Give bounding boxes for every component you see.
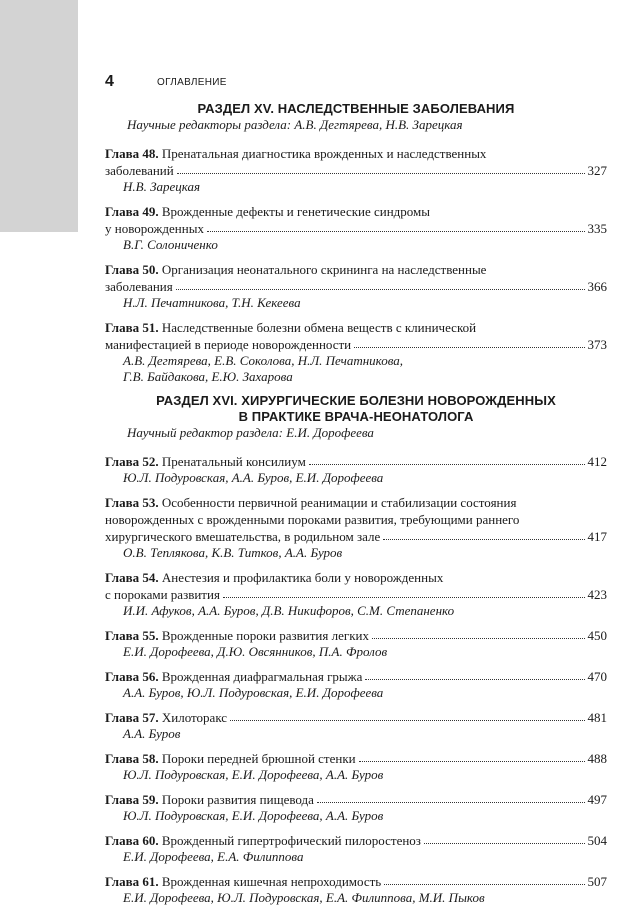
chapter-title: Пороки передней брюшной стенки <box>161 751 356 766</box>
dot-leader <box>372 638 585 639</box>
toc-chapter-entry[interactable] <box>105 668 607 701</box>
chapter-label: Глава 51. <box>105 320 159 335</box>
chapter-author-line: Ю.Л. Подуровская, Е.И. Дорофеева, А.А. Буров <box>123 767 384 782</box>
chapter-title-line <box>105 145 607 162</box>
chapter-page-number: 450 <box>587 628 607 643</box>
chapter-title-line <box>105 453 607 470</box>
chapter-title-text <box>105 162 174 179</box>
section-title-line: РАЗДЕЛ XVI. ХИРУРГИЧЕСКИЕ БОЛЕЗНИ НОВОРОЖДЕННЫХ <box>156 393 556 408</box>
table-of-contents <box>105 101 607 914</box>
chapter-page-number: 327 <box>587 163 607 178</box>
toc-chapter-entry[interactable] <box>105 750 607 783</box>
chapter-label: Глава 60. <box>105 833 159 848</box>
chapter-authors <box>105 237 607 253</box>
chapter-page-number: 504 <box>587 833 607 848</box>
chapter-title-line <box>105 569 607 586</box>
page-edge-tab <box>0 0 78 232</box>
chapter-title: хирургического вмешательства, в родильном зале <box>105 529 381 544</box>
toc-chapter-entry[interactable] <box>105 832 607 865</box>
chapter-title: Хилоторакс <box>161 710 228 725</box>
chapter-title-text <box>105 319 476 336</box>
page-number: 4 <box>105 73 114 90</box>
chapter-title: Организация неонатального скрининга на наследственные <box>161 262 487 277</box>
chapter-page-number: 470 <box>587 669 607 684</box>
toc-chapter-entry[interactable] <box>105 627 607 660</box>
chapter-authors <box>105 808 607 824</box>
chapter-authors <box>105 767 607 783</box>
toc-chapter-entry[interactable] <box>105 873 607 906</box>
chapter-authors <box>105 849 607 865</box>
chapter-label: Глава 58. <box>105 751 159 766</box>
chapter-title-line <box>105 750 607 767</box>
chapter-title-text <box>105 832 421 849</box>
chapter-title-text <box>105 261 486 278</box>
chapter-title: Пороки развития пищевода <box>161 792 314 807</box>
chapter-title-text <box>105 145 486 162</box>
chapter-title-line <box>105 319 607 336</box>
chapter-title-line <box>105 668 607 685</box>
chapter-label: Глава 54. <box>105 570 159 585</box>
chapter-title: заболеваний <box>105 163 174 178</box>
chapter-title-text <box>105 494 516 511</box>
chapter-title-line <box>105 261 607 278</box>
chapter-title-text <box>105 873 381 890</box>
chapter-author-line: Н.В. Зарецкая <box>123 179 201 194</box>
chapter-title-line <box>105 336 607 353</box>
chapter-title-text <box>105 220 204 237</box>
chapter-title-line <box>105 873 607 890</box>
chapter-title: Пренатальный консилиум <box>161 454 306 469</box>
section-editors: Научные редакторы раздела: А.В. Дегтярева, Н.В. Зарецкая <box>127 117 463 132</box>
chapter-title-line <box>105 528 607 545</box>
section-title-line: В ПРАКТИКЕ ВРАЧА-НЕОНАТОЛОГА <box>238 409 474 424</box>
chapter-title-text <box>105 528 380 545</box>
chapter-title: Особенности первичной реанимации и стабилизации состояния <box>161 495 517 510</box>
chapter-title: Врожденные дефекты и генетические синдромы <box>161 204 431 219</box>
chapter-authors <box>105 644 607 660</box>
chapter-page-number: 507 <box>587 874 607 889</box>
chapter-title-text <box>105 709 227 726</box>
chapter-author-line: О.В. Теплякова, К.В. Титков, А.А. Буров <box>123 545 343 560</box>
dot-leader <box>383 539 584 540</box>
chapter-authors <box>105 179 607 195</box>
chapter-title-text <box>105 791 314 808</box>
chapter-title-text <box>105 569 443 586</box>
chapter-label: Глава 48. <box>105 146 159 161</box>
dot-leader <box>354 347 584 348</box>
chapter-page-number: 423 <box>587 587 607 602</box>
chapter-title-line <box>105 832 607 849</box>
chapter-title-text <box>105 586 220 603</box>
dot-leader <box>207 231 585 232</box>
chapter-title: Наследственные болезни обмена веществ с клинической <box>161 320 477 335</box>
chapter-page-number: 481 <box>587 710 607 725</box>
chapter-author-line: Н.Л. Печатникова, Т.Н. Кекеева <box>123 295 301 310</box>
chapter-title: Врожденный гипертрофический пилоростеноз <box>161 833 421 848</box>
dot-leader <box>317 802 585 803</box>
chapter-title: новорожденных с врожденными пороками развития, требующими раннего <box>105 512 520 527</box>
chapter-title-line <box>105 278 607 295</box>
chapter-page-number: 335 <box>587 221 607 236</box>
chapter-label: Глава 49. <box>105 204 159 219</box>
chapter-author-line: Е.И. Дорофеева, Ю.Л. Подуровская, Е.А. Филиппова, М.И. Пыков <box>123 890 485 905</box>
dot-leader <box>365 679 584 680</box>
chapter-authors <box>105 603 607 619</box>
chapter-title-text <box>105 511 519 528</box>
dot-leader <box>223 597 585 598</box>
chapter-page-number: 412 <box>587 454 607 469</box>
chapter-title-text <box>105 627 369 644</box>
chapter-author-line: Е.И. Дорофеева, Е.А. Филиппова <box>123 849 304 864</box>
toc-section <box>105 101 607 385</box>
chapter-title-line <box>105 586 607 603</box>
chapter-title-line <box>105 791 607 808</box>
chapter-author-line: А.А. Буров <box>123 726 181 741</box>
chapter-authors <box>105 685 607 701</box>
chapter-title: манифестацией в периоде новорожденности <box>105 337 352 352</box>
chapter-title-text <box>105 750 356 767</box>
toc-chapter-entry[interactable] <box>105 494 607 561</box>
chapter-title-line <box>105 627 607 644</box>
dot-leader <box>359 761 585 762</box>
chapter-label: Глава 57. <box>105 710 159 725</box>
section-title-line: РАЗДЕЛ XV. НАСЛЕДСТВЕННЫЕ ЗАБОЛЕВАНИЯ <box>197 101 515 116</box>
section-title <box>105 393 607 425</box>
chapter-title: с пороками развития <box>105 587 220 602</box>
chapter-title: Пренатальная диагностика врожденных и наследственных <box>161 146 487 161</box>
chapter-title-text <box>105 668 362 685</box>
chapter-author-line: Ю.Л. Подуровская, А.А. Буров, Е.И. Дорофеева <box>123 470 384 485</box>
chapter-title-line <box>105 709 607 726</box>
toc-chapter-entry[interactable] <box>105 261 607 311</box>
chapter-authors <box>105 545 607 561</box>
chapter-author-line: И.И. Афуков, А.А. Буров, Д.В. Никифоров, С.М. Степаненко <box>123 603 455 618</box>
chapter-title: заболевания <box>105 279 173 294</box>
chapter-label: Глава 59. <box>105 792 159 807</box>
chapter-label: Глава 56. <box>105 669 159 684</box>
chapter-authors <box>105 726 607 742</box>
toc-chapter-entry[interactable] <box>105 145 607 195</box>
chapter-author-line: В.Г. Солониченко <box>123 237 218 252</box>
chapter-label: Глава 50. <box>105 262 159 277</box>
chapter-title-line <box>105 220 607 237</box>
running-title: ОГЛАВЛЕНИЕ <box>157 77 227 88</box>
chapter-title: Анестезия и профилактика боли у новорожденных <box>161 570 444 585</box>
chapter-page-number: 488 <box>587 751 607 766</box>
chapter-title-line <box>105 494 607 511</box>
dot-leader <box>309 464 585 465</box>
chapter-author-line: А.В. Дегтярева, Е.В. Соколова, Н.Л. Печатникова, <box>123 353 404 368</box>
dot-leader <box>176 289 585 290</box>
chapter-authors <box>105 470 607 486</box>
toc-chapter-entry[interactable] <box>105 709 607 742</box>
chapter-page-number: 417 <box>587 529 607 544</box>
chapter-title-text <box>105 336 351 353</box>
dot-leader <box>230 720 584 721</box>
toc-chapter-entry[interactable] <box>105 203 607 253</box>
chapter-title-line <box>105 511 607 528</box>
chapter-author-line: Ю.Л. Подуровская, Е.И. Дорофеева, А.А. Буров <box>123 808 384 823</box>
chapter-title-text <box>105 278 173 295</box>
toc-chapter-entry[interactable] <box>105 319 607 385</box>
chapter-title: Врожденная диафрагмальная грыжа <box>161 669 363 684</box>
section-title <box>105 101 607 117</box>
chapter-page-number: 366 <box>587 279 607 294</box>
chapter-title-text <box>105 453 306 470</box>
toc-chapter-entry[interactable] <box>105 569 607 619</box>
chapter-title-line <box>105 162 607 179</box>
chapter-authors <box>105 890 607 906</box>
dot-leader <box>384 884 584 885</box>
chapter-authors <box>105 353 607 385</box>
toc-chapter-entry[interactable] <box>105 791 607 824</box>
chapter-author-line: А.А. Буров, Ю.Л. Подуровская, Е.И. Дорофеева <box>123 685 384 700</box>
chapter-title: у новорожденных <box>105 221 204 236</box>
chapter-label: Глава 55. <box>105 628 159 643</box>
chapter-title: Врожденные пороки развития легких <box>161 628 369 643</box>
chapter-title-line <box>105 203 607 220</box>
dot-leader <box>424 843 585 844</box>
chapter-label: Глава 61. <box>105 874 159 889</box>
chapter-label: Глава 52. <box>105 454 159 469</box>
toc-chapter-entry[interactable] <box>105 453 607 486</box>
section-editors: Научный редактор раздела: Е.И. Дорофеева <box>127 425 374 440</box>
toc-section <box>105 393 607 906</box>
chapter-page-number: 497 <box>587 792 607 807</box>
chapter-author-line: Е.И. Дорофеева, Д.Ю. Овсянников, П.А. Фролов <box>123 644 388 659</box>
dot-leader <box>177 173 585 174</box>
chapter-authors <box>105 295 607 311</box>
chapter-author-line: Г.В. Байдакова, Е.Ю. Захарова <box>123 369 293 384</box>
chapter-title: Врожденная кишечная непроходимость <box>161 874 382 889</box>
chapter-title-text <box>105 203 430 220</box>
chapter-page-number: 373 <box>587 337 607 352</box>
chapter-label: Глава 53. <box>105 495 159 510</box>
